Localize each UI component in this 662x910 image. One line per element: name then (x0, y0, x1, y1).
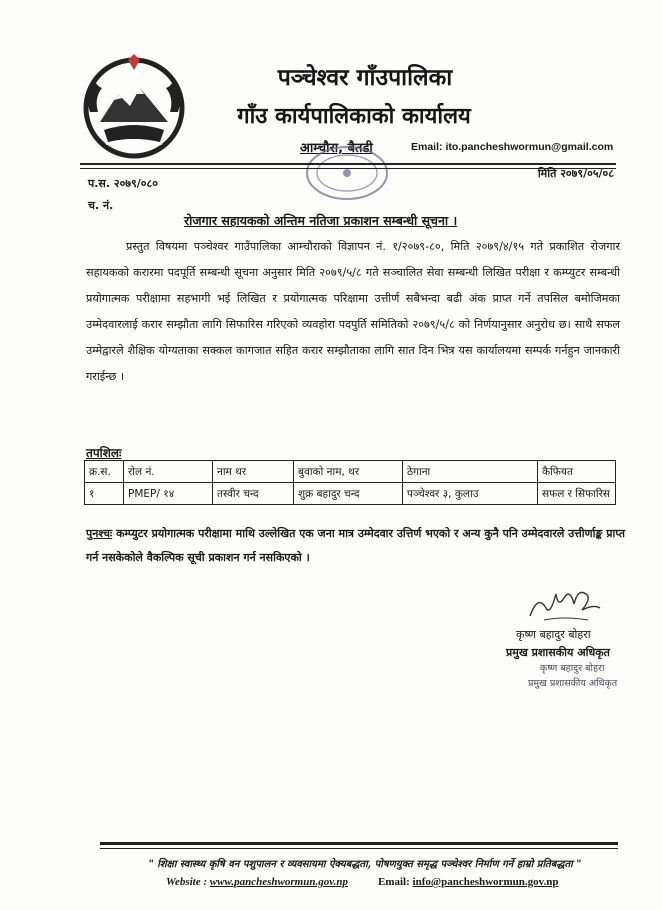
col-remarks: कैफियत (538, 461, 616, 483)
footer-website-label: Website : (166, 876, 208, 888)
details-label: तपशिलः (86, 446, 122, 460)
col-name: नाम थर (213, 461, 294, 483)
letter-date: मिति २०७९/०५/०८ (537, 167, 614, 180)
office-address: आम्चौरा, बैतडी (300, 141, 373, 156)
header-email-label: Email: (411, 141, 443, 153)
cell-father-name: शुक्र बहादुर चन्द (294, 483, 403, 505)
page-title: पञ्चेश्वर गाँउपालिका (277, 65, 453, 91)
footer-divider (100, 842, 618, 845)
header-email (411, 141, 613, 153)
col-father-name: बुवाको नाम, थर (294, 461, 403, 483)
postscript-label: पुनश्चः (86, 527, 113, 540)
cell-name: तस्वीर चन्द (213, 483, 294, 505)
signatory-title: प्रमुख प्रशासकीय अधिकृत (506, 646, 610, 659)
notice-body: प्रस्तुत विषयमा पञ्चेश्वर गाउँपालिका आम्चौराको विज्ञापन नं. १/२०७९-८०, मिति २०७९/४/१५ गते प्रकाशित रोजगार सहायकको करारमा पदपूर्ति सम्बन्धी सूचना अनुसार मिति २०७९/५/८ गते सञ्चालित सेवा सम्बन्धी लिखित परीक्षा र कम्प्युटर सम्बन्धी प्रयोगात्मक परीक्षामा सहभागी भई लिखित र प्रयोगात्मक परिक्षामा उत्तीर्ण सबैभन्दा बढी अंक प्राप्त गर्ने तपसिल बमोजिमका उम्मेदवारलाई करार सम्झौता लागि सिफारिस गरिएको व्यवहोरा पदपुर्ति समितिको २०७९/५/८ को निर्णयानुसार अनुरोध छ। साथै सफल उम्मेद्वारले शैक्षिक योग्यताका सक्कल कागजात सहित करार सम्झौताका लागि सात दिन भित्र यस कार्यालयमा सम्पर्क गर्नहुन जानकारी गराईन्छ । (86, 240, 620, 383)
signatory-name: कृष्ण बहादुर बोहरा (516, 628, 591, 641)
header-divider (80, 163, 616, 165)
footer-divider-thin (100, 848, 618, 849)
cell-serial: १ (85, 483, 124, 505)
footer-email (378, 876, 558, 888)
footer-motto: " शिक्षा स्वास्थ्य कृषि वन पशुपालन र व्यवसायमा ऐक्यबद्धता, पोषणयुक्त समृद्ध पञ्चेश्वर निर्माण गर्ने हाम्रो प्रतिबद्धता " (148, 859, 582, 870)
cell-remarks: सफल र सिफारिस (538, 483, 616, 505)
signature-icon (524, 588, 604, 626)
reference-number: प.स. २०७९/०८० (88, 177, 158, 190)
seal-name: कृष्ण बहादुर बोहरा (540, 663, 605, 674)
header-divider-thin (80, 168, 616, 169)
office-stamp-icon (300, 140, 394, 206)
cell-roll: PMEP/ १४ (124, 483, 213, 505)
table-header-row (85, 461, 616, 483)
table-row (85, 483, 616, 505)
postscript (86, 522, 626, 570)
office-title: गाँउ कार्यपालिकाको कार्यालय (237, 104, 471, 129)
col-roll: रोल नं. (124, 461, 213, 483)
nepal-emblem-icon (78, 52, 190, 160)
footer-email-link[interactable]: info@pancheshwormun.gov.np (412, 876, 559, 888)
dispatch-number: च. नं. (88, 199, 114, 212)
header-email-value: ito.pancheshwormun@gmail.com (445, 141, 614, 153)
footer-website (166, 876, 348, 888)
col-address: ठेगाना (403, 461, 538, 483)
result-table (84, 460, 616, 505)
notice-subject: रोजगार सहायकको अन्तिम नतिजा प्रकाशन सम्बन्धी सूचना । (184, 213, 458, 228)
seal-title: प्रमुख प्रशासकीय अधिकृत (528, 678, 618, 689)
footer-website-link[interactable]: www.pancheshwormun.gov.np (209, 876, 349, 888)
cell-address: पञ्चेश्वर ३, कुलाउ (403, 483, 538, 505)
footer-email-label: Email: (378, 876, 410, 888)
postscript-text: कम्प्युटर प्रयोगात्मक परीक्षामा माथि उल्लेखित एक जना मात्र उम्मेदवार उत्तिर्ण भएको र अन्य कुनै पनि उम्मेदवारले उत्तीर्णाङ्क प्राप्त गर्न नसकेकोले वैकल्पिक सूची प्रकाशन गर्न नसकिएको । (86, 527, 625, 564)
col-serial: क्र.स. (85, 461, 124, 483)
